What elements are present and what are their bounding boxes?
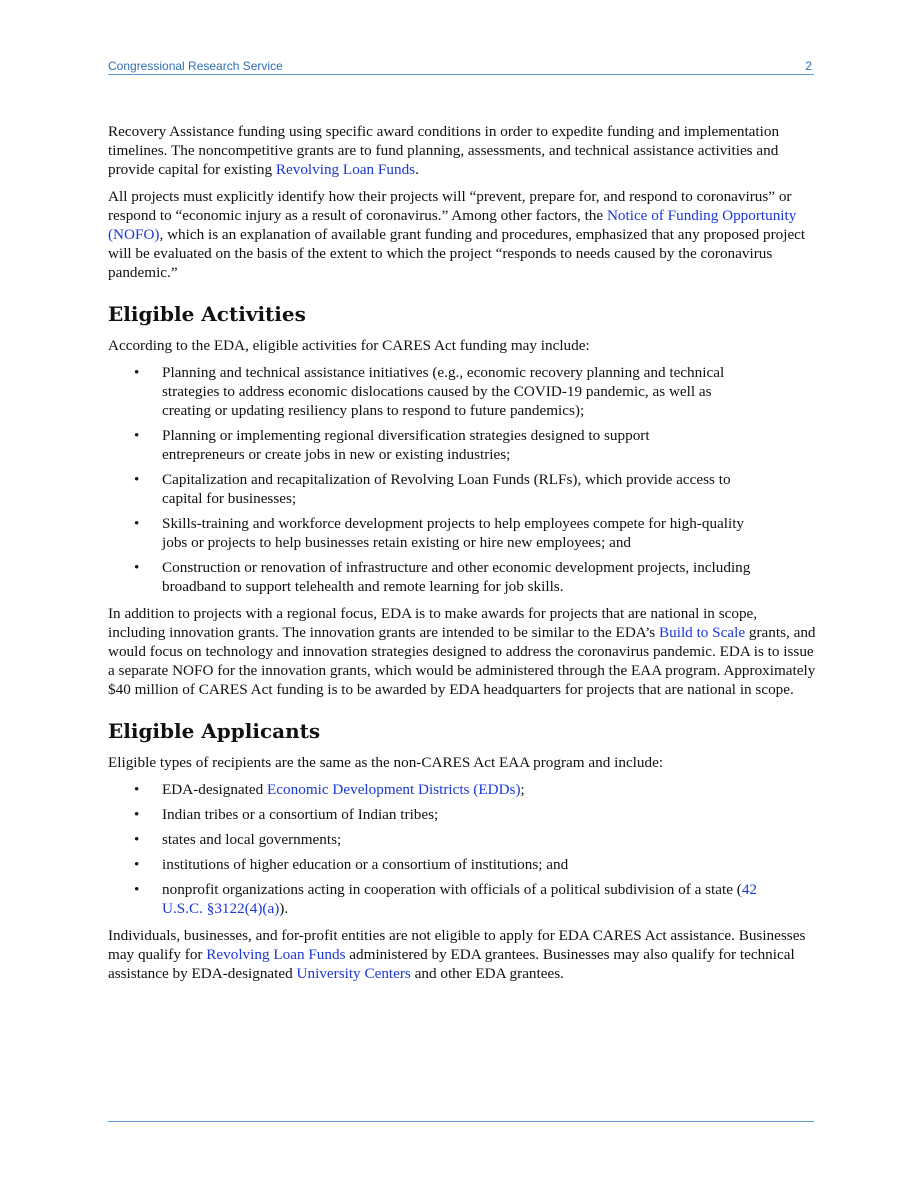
list-item-text: Planning and technical assistance initiatives (e.g., economic recovery planning and technical strategies to address economic dislocations caused by the COVID-19 pandemic, as well as creating or updating resiliency plans to respond to future pandemics); — [162, 364, 725, 419]
applicants-intro: Eligible types of recipients are the same as the non-CARES Act EAA program and include: — [108, 754, 664, 771]
bullet-icon: • — [134, 781, 140, 798]
list-item — [108, 880, 818, 918]
closing-paragraph — [108, 926, 818, 983]
list-item-text: institutions of higher education or a consortium of institutions; and — [162, 856, 569, 873]
list-item-text: Indian tribes or a consortium of Indian tribes; — [162, 806, 439, 823]
activities-list — [108, 363, 818, 596]
intro-p1-text-1: Recovery Assistance funding using specific award conditions in order to expedite funding and implementation timelines. The noncompetitive grants are to fund planning, assessments, and technical assistance activities and provide capital for existing — [108, 123, 780, 178]
bullet-icon: • — [134, 559, 140, 576]
list-item-text: Capitalization and recapitalization of Revolving Loan Funds (RLFs), which provide access to capital for businesses; — [162, 471, 731, 507]
build-to-scale-link[interactable]: Build to Scale — [659, 624, 746, 641]
list-item — [108, 558, 818, 596]
eligible-applicants-heading: Eligible Applicants — [108, 719, 321, 743]
national-text-2: grants, and would focus on technology and innovation strategies designed to address the coronavirus pandemic. EDA is to issue a separate NOFO for the innovation grants, which would be administered through the EAA program. Approximately $40 million of CARES Act funding is to be awarded by EDA headquarters for projects that are national in scope. — [108, 624, 816, 698]
nonprofit-text: nonprofit organizations acting in cooperation with officials of a political subdivision of a state ( — [162, 881, 742, 898]
applicants-list — [108, 780, 818, 918]
list-item-text: Skills-training and workforce development projects to help employees compete for high-quality jobs or projects to help businesses retain existing or hire new employees; and — [162, 515, 745, 551]
edd-link[interactable]: Economic Development Districts (EDDs) — [267, 781, 521, 798]
closing-text-3: and other EDA grantees. — [410, 965, 564, 982]
intro-p2-text-1: All projects must explicitly identify how their projects will “prevent, prepare for, and respond to coronavirus” or respond to “economic injury as a result of coronavirus.” Among other factors, the — [108, 188, 792, 224]
list-item — [108, 470, 818, 508]
intro-p1-text-2: . — [415, 161, 419, 178]
intro-paragraph-2 — [108, 187, 818, 282]
list-item-text: Planning or implementing regional diversification strategies designed to support entrepreneurs or create jobs in new or existing industries; — [162, 427, 650, 463]
bullet-icon: • — [134, 831, 140, 848]
closing-text-2: administered by EDA grantees. Businesses may also qualify for technical assistance by EDA-designated — [108, 946, 795, 982]
closing-text-1: Individuals, businesses, and for-profit entities are not eligible to apply for EDA CARES Act assistance. Businesses may qualify for — [108, 927, 806, 963]
national-scope-paragraph — [108, 604, 818, 699]
list-item-text: states and local governments; — [162, 831, 342, 848]
list-item — [108, 780, 818, 799]
list-item — [108, 830, 818, 849]
bullet-icon: • — [134, 364, 140, 381]
bullet-icon: • — [134, 427, 140, 444]
eda-designated-text: EDA-designated — [162, 781, 268, 798]
bullet-icon: • — [134, 881, 140, 898]
intro-p2-text-2: , which is an explanation of available grant funding and procedures, emphasized that any proposed project will be evaluated on the basis of the extent to which the project “responds to needs caused by the coronavirus pandemic.” — [108, 226, 806, 281]
bullet-icon: • — [134, 471, 140, 488]
university-centers-link[interactable]: University Centers — [296, 965, 411, 982]
document-body — [108, 122, 818, 991]
bullet-icon: • — [134, 806, 140, 823]
eligible-activities-heading: Eligible Activities — [108, 302, 306, 326]
bullet-icon: • — [134, 515, 140, 532]
nonprofit-text-end: ). — [279, 900, 289, 917]
list-item — [108, 363, 818, 420]
footer-rule — [108, 1121, 814, 1122]
nofo-link[interactable]: Notice of Funding Opportunity (NOFO) — [108, 207, 797, 243]
intro-paragraph-1 — [108, 122, 818, 179]
usc-citation-link[interactable]: 42 U.S.C. §3122(4)(a) — [162, 881, 757, 917]
revolving-loan-funds-link[interactable]: Revolving Loan Funds — [275, 161, 416, 178]
national-text-1: In addition to projects with a regional focus, EDA is to make awards for projects that are national in scope, including innovation grants. The innovation grants are intended to be similar to the EDA’s — [108, 605, 758, 641]
bullet-icon: • — [134, 856, 140, 873]
revolving-loan-funds-link-2[interactable]: Revolving Loan Funds — [206, 946, 346, 963]
page-number: 2 — [805, 59, 812, 73]
header-title: Congressional Research Service — [108, 59, 283, 73]
page-header — [108, 58, 814, 75]
activities-intro: According to the EDA, eligible activities for CARES Act funding may include: — [108, 337, 590, 354]
list-item — [108, 805, 818, 824]
list-item — [108, 426, 818, 464]
list-item-text: Construction or renovation of infrastructure and other economic development projects, including broadband to support telehealth and remote learning for job skills. — [162, 559, 751, 595]
list-item — [108, 514, 818, 552]
edd-punct: ; — [520, 781, 525, 798]
list-item — [108, 855, 818, 874]
